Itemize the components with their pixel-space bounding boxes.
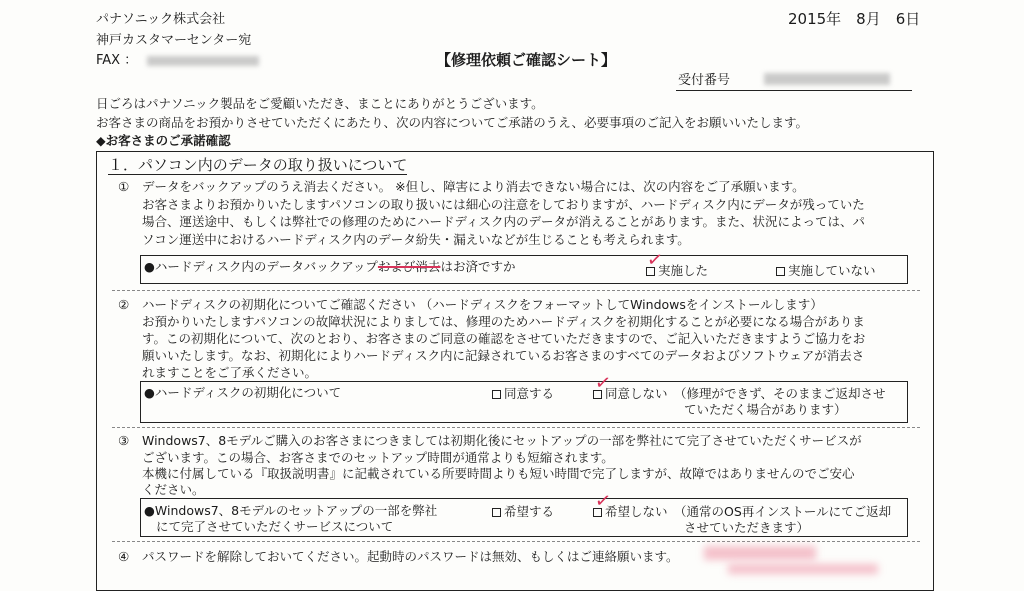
item2-line-1: ハードディスクの初期化についてご確認ください （ハードディスクをフォーマットしてWindowsをインストールします） xyxy=(142,297,823,312)
item1-option-done-label: 実施した xyxy=(658,263,709,278)
intro-line-1: 日ごろはパナソニック製品をご愛顧いただき、まことにありがとうございます。 xyxy=(96,96,544,111)
item3-line-2: ございます。この場合、お客さまでのセットアップ時間が通常よりも短縮されます。 xyxy=(142,450,614,465)
date: 2015年 8月 6日 xyxy=(788,10,921,28)
item3-option-want[interactable] xyxy=(492,504,554,519)
item2-line-4: 願いいたします。なお、初期化によりハードディスク内に記録されているお客さまのすべてのデータおよびソフトウェアが消去さ xyxy=(142,348,865,363)
item2-line-3: す。この初期化について、次のとおり、お客さまのご同意の確認をさせていただきますので、ご記入いただきますようご協力をお xyxy=(142,331,866,346)
separator-3 xyxy=(112,541,920,542)
item2-option-agree-label: 同意する xyxy=(504,386,555,401)
item2-note-2: ていただく場合があります） xyxy=(684,402,847,417)
item2-note-1: （修理ができず、そのままご返却させ xyxy=(674,386,886,401)
section1-title: １．パソコン内のデータの取り扱いについて xyxy=(108,156,408,174)
item3-question-1: ●Windows7、8モデルのセットアップの一部を弊社 xyxy=(144,503,438,518)
item1-line-1: データをバックアップのうえ消去ください。 ※但し、障害により消去できない場合には、次の内容をご了承願います。 xyxy=(142,179,805,194)
receipt-underline xyxy=(676,90,912,91)
item3-note-1: （通常のOS再インストールにてご返却 xyxy=(674,504,892,519)
item3-line-1: Windows7、8モデルご購入のお客さまにつきましては初期化後にセットアップの一部を弊社にて完了させていただくサービスが xyxy=(142,433,862,448)
item2-question: ●ハードディスクの初期化について xyxy=(144,385,342,400)
item3-line-4: ください。 xyxy=(142,482,205,497)
item3-option-not-want-label: 希望しない xyxy=(605,504,668,519)
sheet-title: 【修理依頼ご確認シート】 xyxy=(436,51,617,69)
item3-number: ③ xyxy=(118,433,130,448)
item2-number: ② xyxy=(118,297,130,312)
fax-number-redacted xyxy=(147,56,259,66)
item1-question-pre: ●ハードディスク内のデータバックアップ xyxy=(144,259,378,274)
item2-option-disagree-label: 同意しない xyxy=(605,386,668,401)
item1-line-2: お客さまよりお預かりいたしますパソコンの取り扱いには細心の注意をしておりますが、ハードディスク内にデータが残っていた xyxy=(142,197,865,212)
item2-line-5: れますことをご了承ください。 xyxy=(142,365,318,380)
item3-question-2: にて完了させていただくサービスについて xyxy=(156,519,394,534)
item2-option-agree[interactable] xyxy=(492,386,554,401)
checkbox-not-done[interactable] xyxy=(776,267,785,276)
intro-line-2: お客さまの商品をお預かりさせていただくにあたり、次の内容についてご承諾のうえ、必要事項のご記入をお願いいたします。 xyxy=(96,115,809,130)
item1-option-not-done-label: 実施していない xyxy=(788,263,876,278)
item1-question-post: はお済ですか xyxy=(440,259,516,274)
item4-line-1: パスワードを解除しておいてください。起動時のパスワードは無効、もしくはご連絡願います。 xyxy=(142,549,679,564)
item1-option-not-done[interactable] xyxy=(776,263,876,278)
item1-line-3: 場合、運送途中、もしくは弊社での修理のためにハードディスク内のデータが消えることがあります。また、状況によっては、パ xyxy=(142,214,866,229)
separator-1 xyxy=(112,290,920,291)
item1-question-struck: および消去 xyxy=(377,259,441,274)
item1-line-4: ソコン運送中におけるハードディスク内のデータ紛失・漏えいなどが生じることも考えられます。 xyxy=(142,232,690,247)
fax-row xyxy=(96,53,259,69)
company-name: パナソニック株式会社 xyxy=(96,12,226,27)
checkbox-agree[interactable] xyxy=(492,390,501,399)
check-mark-icon: ✓ xyxy=(593,489,613,514)
item3-option-want-label: 希望する xyxy=(504,504,555,519)
item2-line-2: お預かりいたしますパソコンの故障状況によりましては、修理のためハードディスクを初期化することが必要になる場合がありま xyxy=(142,314,865,329)
item1-number: ① xyxy=(118,179,130,194)
item3-line-3: 本機に付属している『取扱説明書』に記載されている所要時間よりも短い時間で完了しますが、故障ではありませんのでご安心 xyxy=(142,466,855,481)
center-name: 神戸カスタマーセンター宛 xyxy=(96,33,252,48)
item1-question xyxy=(144,259,515,274)
receipt-label: 受付番号 xyxy=(678,73,731,88)
check-mark-icon: ✓ xyxy=(645,248,665,273)
receipt-number-redacted xyxy=(764,73,890,85)
item3-note-2: させていただきます） xyxy=(684,520,810,535)
separator-2 xyxy=(112,427,920,428)
checkbox-want[interactable] xyxy=(492,508,501,517)
consent-heading: ◆お客さまのご承諾確認 xyxy=(96,133,231,148)
fax-label: FAX ： xyxy=(96,53,138,68)
handwriting-redacted xyxy=(704,546,816,560)
handwriting-redacted-2 xyxy=(728,564,878,574)
item4-number: ④ xyxy=(118,549,130,564)
check-mark-icon: ✓ xyxy=(593,371,613,396)
